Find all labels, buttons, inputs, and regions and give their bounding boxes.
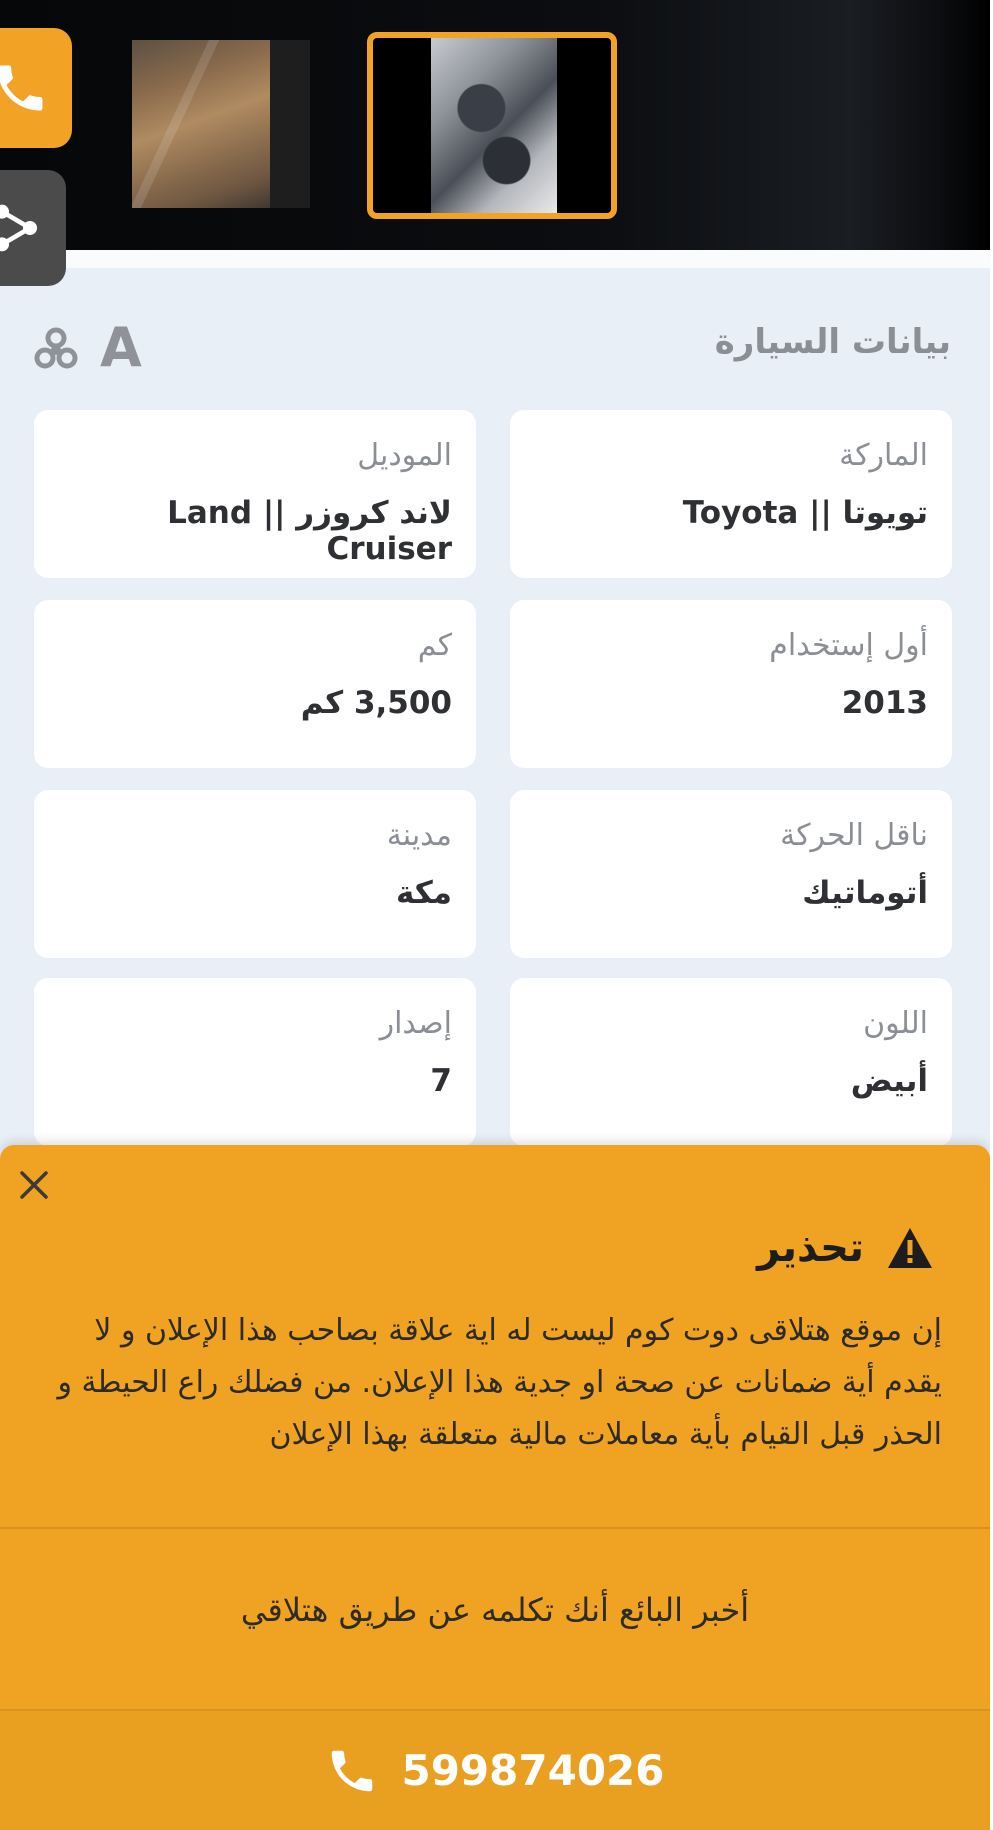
share-icon xyxy=(0,200,44,256)
detail-value: أتوماتيك xyxy=(802,875,928,911)
detail-label: إصدار xyxy=(379,1006,452,1041)
warning-title: تحذير xyxy=(757,1225,864,1271)
phone-icon xyxy=(325,1744,379,1798)
warning-heading xyxy=(757,1225,934,1271)
detail-card-version xyxy=(34,978,476,1146)
warning-icon xyxy=(886,1226,934,1270)
detail-value: 2013 xyxy=(841,685,928,721)
phone-number: 599874026 xyxy=(401,1746,665,1795)
detail-card-transmission xyxy=(510,790,952,958)
accessibility-icon[interactable] xyxy=(32,326,80,374)
close-icon[interactable] xyxy=(14,1165,54,1205)
detail-value: 7 xyxy=(430,1063,452,1099)
detail-card-first-use xyxy=(510,600,952,768)
detail-label: مدينة xyxy=(386,818,452,853)
detail-label: ناقل الحركة xyxy=(780,818,928,853)
detail-card-color xyxy=(510,978,952,1146)
detail-label: الماركة xyxy=(839,438,928,473)
detail-label: كم xyxy=(417,628,452,663)
detail-value: لاند كروزر || Land Cruiser xyxy=(167,495,452,567)
detail-card-mileage xyxy=(34,600,476,768)
detail-value: أبيض xyxy=(850,1063,928,1099)
call-seller-button[interactable] xyxy=(0,1709,990,1830)
sheet-divider xyxy=(0,1527,990,1529)
phone-icon xyxy=(0,58,50,118)
detail-card-model xyxy=(34,410,476,578)
gallery-thumbnail[interactable] xyxy=(132,40,310,208)
car-interior-photo xyxy=(132,40,310,208)
car-details-title: بيانات السيارة xyxy=(714,322,951,362)
detail-value: تويوتا || Toyota xyxy=(682,495,928,531)
detail-label: الموديل xyxy=(357,438,452,473)
tell-seller-note: أخبر البائع أنك تكلمه عن طريق هتلاقي xyxy=(240,1591,750,1629)
gallery-thumbnail-selected[interactable] xyxy=(367,32,617,219)
warning-text: إن موقع هتلاقى دوت كوم ليست له اية علاقة بصاحب هذا الإعلان و لا يقدم أية ضمانات عن صحة او جدية هذا الإعلان. من فضلك راع الحيطة و الحذر قبل القيام بأية معاملات مالية متعلقة بهذا الإعلان xyxy=(57,1313,942,1452)
call-float-button[interactable] xyxy=(0,28,72,148)
engine-bay-photo xyxy=(431,38,557,213)
detail-value: 3,500 كم xyxy=(300,685,452,721)
detail-card-city xyxy=(34,790,476,958)
detail-card-make xyxy=(510,410,952,578)
font-size-button[interactable]: A xyxy=(100,316,142,379)
detail-label: اللون xyxy=(863,1006,928,1041)
detail-value: مكة xyxy=(395,875,452,911)
warning-sheet xyxy=(0,1145,990,1830)
detail-label: أول إستخدام xyxy=(769,628,928,663)
gallery-divider xyxy=(0,250,993,268)
share-float-button[interactable] xyxy=(0,170,66,286)
image-gallery xyxy=(0,0,990,250)
